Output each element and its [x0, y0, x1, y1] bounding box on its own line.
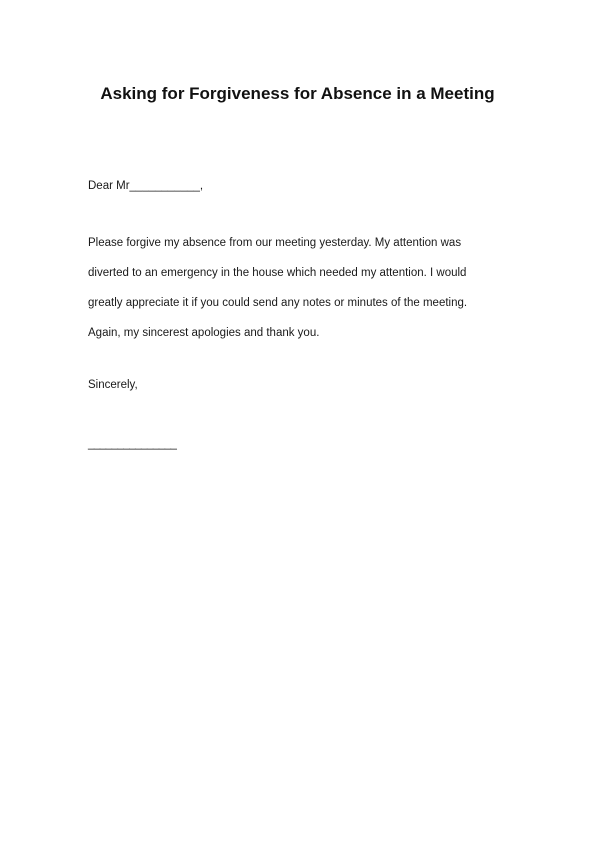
- closing: Sincerely,: [88, 379, 138, 391]
- letter-title: Asking for Forgiveness for Absence in a Meeting: [100, 84, 495, 103]
- body-line: Again, my sincerest apologies and thank you.: [88, 327, 320, 339]
- body-line: Please forgive my absence from our meeting yesterday. My attention was: [88, 237, 462, 249]
- body-line: greatly appreciate it if you could send any notes or minutes of the meeting.: [88, 297, 468, 309]
- body-line: diverted to an emergency in the house which needed my attention. I would: [88, 267, 467, 279]
- letter-body: [88, 236, 467, 356]
- salutation: Dear Mr___________,: [88, 180, 204, 192]
- signature-line: _______________: [88, 438, 177, 450]
